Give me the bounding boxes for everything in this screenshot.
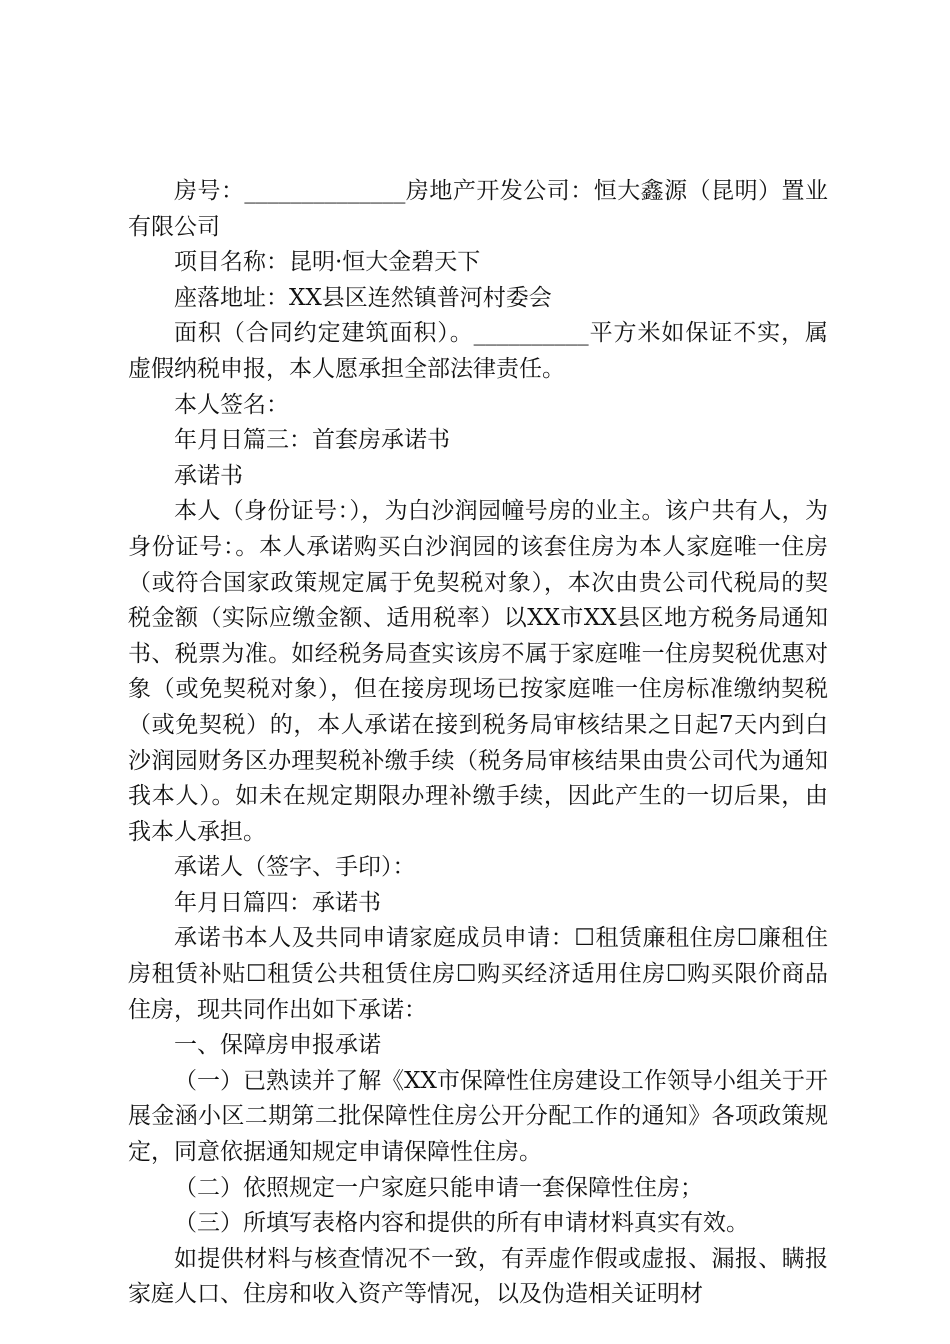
paragraph-date-part4: 年月日篇四：承诺书: [174, 889, 381, 916]
paragraph-application: 承诺书本人及共同申请家庭成员申请：☐租赁廉租住房☐廉租住房租赁补贴☐租赁公共租赁住房☐购买经济适用住房☐购买限价商品住房，现共同作出如下承诺：: [128, 925, 828, 1023]
paragraph-room-number: 房号：______________房地产开发公司：恒大鑫源（昆明）置业有限公司: [128, 178, 828, 240]
paragraph-false-info: 如提供材料与核查情况不一致，有弄虚作假或虚报、漏报、瞒报家庭人口、住房和收入资产等情况，以及伪造相关证明材: [128, 1245, 828, 1308]
paragraph-section-one: 一、保障房申报承诺: [174, 1032, 381, 1059]
paragraph-date-part3: 年月日篇三：首套房承诺书: [174, 427, 450, 454]
paragraph-signature: 本人签名：: [174, 391, 289, 418]
paragraph-item-three: （三）所填写表格内容和提供的所有申请材料真实有效。: [174, 1210, 749, 1237]
paragraph-pledge-body: 本人（身份证号：），为白沙润园幢号房的业主。该户共有人，为身份证号：。本人承诺购买白沙润园的该套住房为本人家庭唯一住房（或符合国家政策规定属于免契税对象），本次由贵公司代税局的契税金额（实际应缴金额、适用税率）以XX市XX县区地方税务局通知书、税票为准。如经税务局查实该房不属于家庭唯一住房契税优惠对象（或免契税对象），但在接房现场已按家庭唯一住房标准缴纳契税（或免契税）的，本人承诺在接到税务局审核结果之日起7天内到白沙润园财务区办理契税补缴手续（税务局审核结果由贵公司代为通知我本人）。如未在规定期限办理补缴手续，因此产生的一切后果，由我本人承担。: [128, 498, 828, 845]
paragraph-pledger: 承诺人（签字、手印）：: [174, 854, 416, 881]
paragraph-area: 面积（合同约定建筑面积）。__________平方米如保证不实，属虚假纳税申报，本人愿承担全部法律责任。: [128, 320, 828, 382]
document-body: [128, 174, 828, 1313]
paragraph-heading-pledge: 承诺书: [174, 462, 243, 489]
paragraph-item-one: （一）已熟读并了解《XX市保障性住房建设工作领导小组关于开展金涵小区二期第二批保障性住房公开分配工作的通知》各项政策规定，同意依据通知规定申请保障性住房。: [128, 1067, 828, 1166]
paragraph-item-two: （二）依照规定一户家庭只能申请一套保障性住房；: [174, 1174, 703, 1201]
paragraph-project-name: 项目名称：昆明·恒大金碧天下: [174, 249, 481, 276]
paragraph-address: 座落地址：XX县区连然镇普河村委会: [174, 284, 552, 311]
